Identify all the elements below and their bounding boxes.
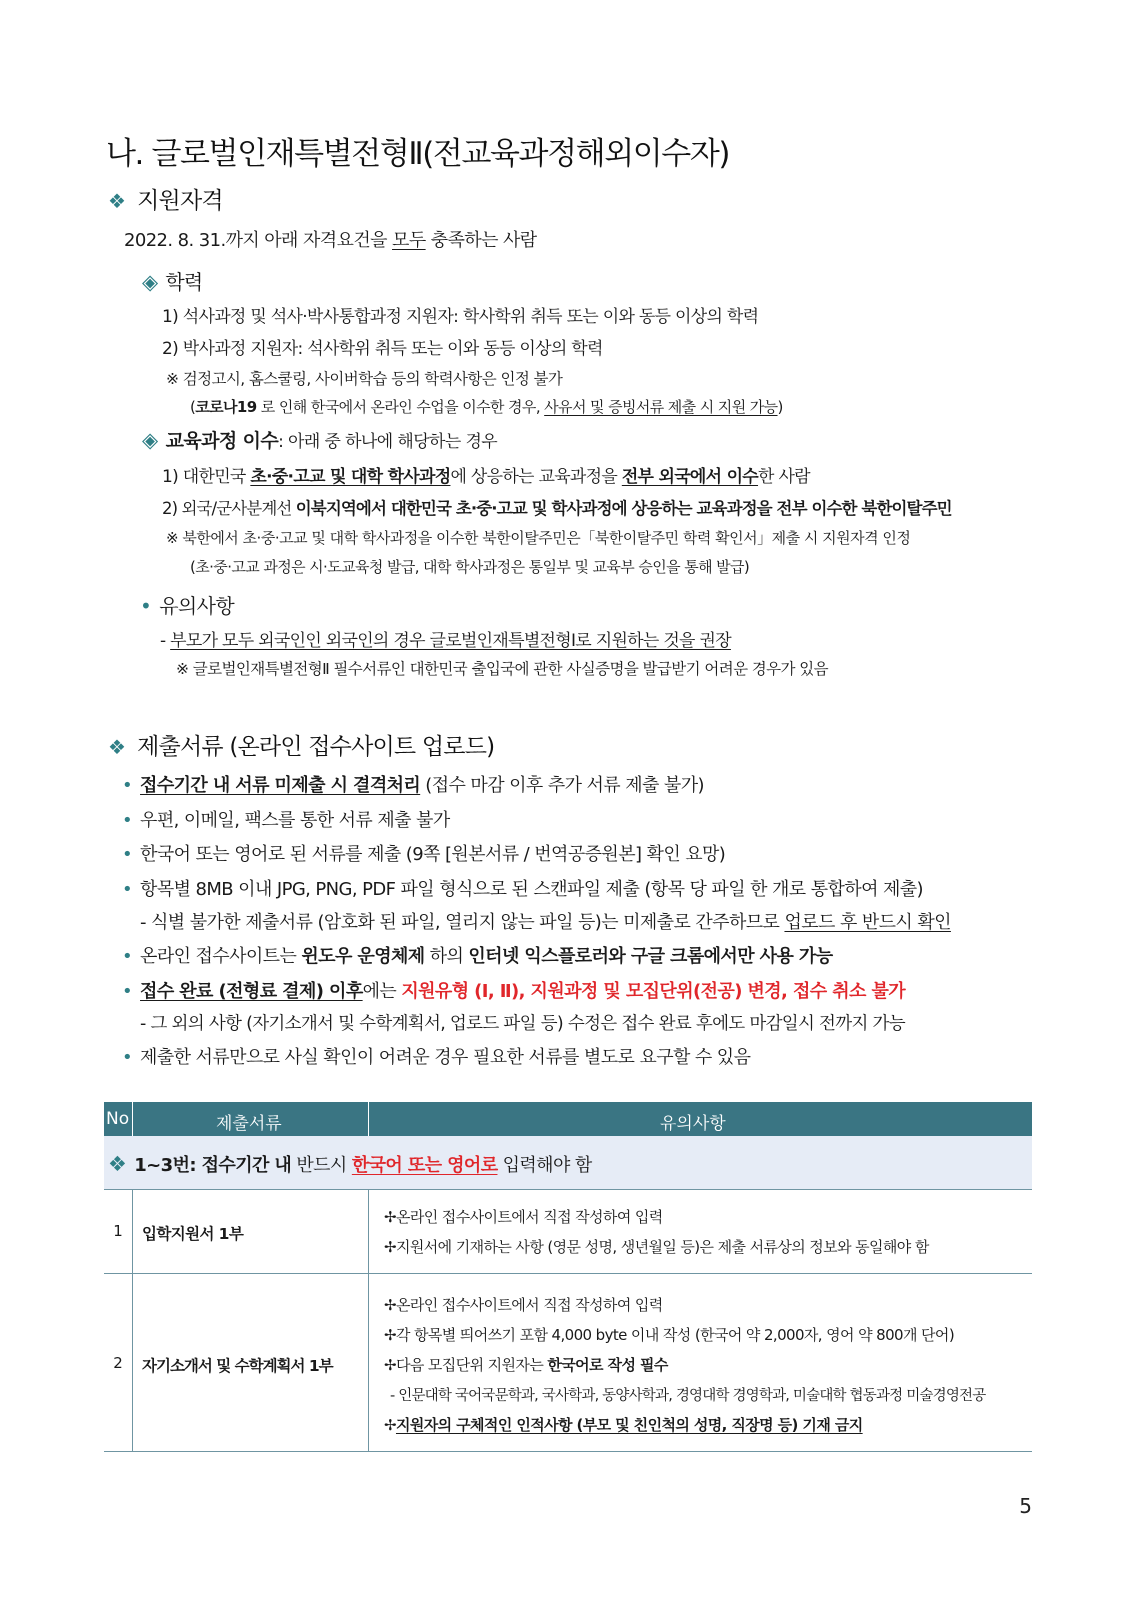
header-note: 유의사항	[660, 1114, 726, 1134]
documents-bullet-4-sub	[140, 908, 951, 934]
text: - 식별 불가한 제출서류 (암호화 된 파일, 열리지 않는 파일 등)는 미제출로 간주하므로	[140, 912, 785, 933]
text: 온라인 접수사이트는	[140, 946, 302, 967]
text: 한국어 또는 영어로 된 서류를 제출 (9쪽 [원본서류 / 번역공증원본] 확인 요망)	[140, 844, 726, 865]
education-item-2: 2) 박사과정 지원자: 석사학위 취득 또는 이와 동등 이상의 학력	[162, 339, 603, 359]
diamond-bullet-icon: ❖	[108, 1152, 127, 1176]
documents-bullet-6-sub: - 그 외의 사항 (자기소개서 및 수학계획서, 업로드 파일 등) 수정은 접수 완료 후에도 마감일시 전까지 가능	[140, 1014, 905, 1034]
documents-table	[104, 1102, 1032, 1452]
documents-bullet-2	[122, 806, 450, 832]
page-number: 5	[1019, 1494, 1032, 1518]
documents-bullet-4	[122, 875, 923, 901]
row-note: ✢온라인 접수사이트에서 직접 작성하여 입력	[384, 1208, 663, 1226]
row-note: ✢각 항목별 띄어쓰기 포함 4,000 byte 이내 작성 (한국어 약 2,000자, 영어 약 800개 단어)	[384, 1326, 955, 1344]
band-emphasis: 1~3번: 접수기간 내	[134, 1155, 292, 1176]
row-number: 2	[113, 1354, 123, 1372]
curriculum-item-1	[162, 462, 810, 487]
caution-text: 부모가 모두 외국인인 외국인의 경우 글로벌인재특별전형Ⅰ로 지원하는 것을 권장	[170, 631, 731, 651]
documents-bullet-7	[122, 1043, 750, 1069]
row-note	[384, 1354, 668, 1375]
note-text: 로 인해 한국에서 온라인 수업을 이수한 경우,	[256, 398, 545, 416]
table-header	[104, 1102, 1032, 1136]
caution-note-1: ※ 글로벌인재특별전형Ⅱ 필수서류인 대한민국 출입국에 관한 사실증명을 발급받기 어려운 경우가 있음	[176, 660, 828, 678]
eligibility-heading-text: 지원자격	[137, 188, 223, 214]
text: 에 상응하는 교육과정을	[450, 467, 622, 487]
page-title: 나. 글로벌인재특별전형Ⅱ(전교육과정해외이수자)	[106, 136, 730, 172]
emphasis: 초·중·고교 및 대학 학사과정	[250, 467, 451, 487]
curriculum-note-1: ※ 북한에서 초·중·고교 및 대학 학사과정을 이수한 북한이탈주민은「북한이탈주민 학력 확인서」제출 시 지원자격 인정	[166, 529, 911, 547]
emphasis: 윈도우 운영체제	[301, 946, 425, 967]
dash: -	[160, 631, 171, 651]
emphasis: 한국어로 작성 필수	[547, 1356, 668, 1374]
curriculum-heading-text: 교육과정 이수	[165, 430, 279, 452]
header-divider	[132, 1102, 133, 1136]
band-text-part: 반드시	[291, 1155, 352, 1176]
header-doc: 제출서류	[216, 1114, 282, 1134]
caution-heading-text: 유의사항	[159, 594, 235, 618]
curriculum-heading	[142, 426, 497, 453]
row-document: 자기소개서 및 수학계획서 1부	[142, 1357, 333, 1375]
row-note: ✢지원서에 기재하는 사항 (영문 성명, 생년월일 등)은 제출 서류상의 정보와 동일해야 함	[384, 1238, 929, 1256]
table-band	[104, 1136, 1032, 1190]
header-no: No	[106, 1109, 130, 1129]
eligibility-heading	[108, 182, 223, 215]
deadline-text-end: 충족하는 사람	[425, 230, 537, 251]
cell-divider	[368, 1274, 369, 1451]
curriculum-note-2: (초·중·고교 과정은 시·도교육청 발급, 대학 학사과정은 통일부 및 교육부 승인을 통해 발급)	[190, 558, 750, 576]
band-warning: 한국어 또는 영어로	[351, 1155, 498, 1176]
text: 항목별 8MB 이내 JPG, PNG, PDF 파일 형식으로 된 스캔파일 제출 (항목 당 파일 한 개로 통합하여 제출)	[140, 879, 923, 900]
caution-heading	[140, 590, 234, 619]
text: 하의	[424, 946, 469, 967]
text: ✢다음 모집단위 지원자는	[384, 1356, 548, 1374]
documents-bullet-3	[122, 840, 725, 866]
emphasis: 업로드 후 반드시 확인	[784, 912, 951, 933]
documents-bullet-6	[122, 977, 905, 1003]
education-item-1: 1) 석사과정 및 석사·박사통합과정 지원자: 학사학위 취득 또는 이와 동등 이상의 학력	[162, 307, 759, 327]
diamond-bullet-icon: ◈	[142, 270, 158, 294]
emphasis: 이북지역에서 대한민국 초·중·고교 및 학사과정에 상응하는 교육과정을 전부 이수한 북한이탈주민	[295, 499, 952, 518]
dot-bullet-icon: •	[122, 844, 133, 865]
text: 1) 대한민국	[162, 467, 251, 487]
emphasis: 인터넷 익스플로러와 구글 크롬에서만 사용 가능	[468, 946, 833, 967]
note-underlined: 사유서 및 증빙서류 제출 시 지원 가능	[544, 398, 778, 416]
text: ✢	[384, 1416, 396, 1434]
text: 우편, 이메일, 팩스를 통한 서류 제출 불가	[140, 810, 450, 831]
documents-heading-text: 제출서류 (온라인 접수사이트 업로드)	[137, 734, 495, 760]
dot-bullet-icon: •	[122, 775, 133, 796]
cell-divider	[132, 1274, 133, 1451]
text: 에는	[362, 981, 402, 1002]
diamond-bullet-icon: ❖	[108, 189, 126, 213]
education-heading	[142, 266, 202, 295]
table-row	[104, 1274, 1032, 1452]
education-note-1: ※ 검정고시, 홈스쿨링, 사이버학습 등의 학력사항은 인정 불가	[166, 370, 563, 388]
dot-bullet-icon: •	[140, 594, 152, 618]
row-document: 입학지원서 1부	[142, 1225, 244, 1243]
text: 제출한 서류만으로 사실 확인이 어려운 경우 필요한 서류를 별도로 요구할 수 있음	[140, 1047, 751, 1068]
diamond-bullet-icon: ❖	[108, 735, 126, 759]
text: 한 사람	[758, 467, 810, 487]
emphasis: 지원자의 구체적인 인적사항 (부모 및 친인척의 성명, 직장명 등) 기재 금지	[395, 1416, 863, 1434]
cell-divider	[368, 1190, 369, 1273]
row-note: ✢온라인 접수사이트에서 직접 작성하여 입력	[384, 1296, 663, 1314]
cell-divider	[132, 1190, 133, 1273]
text: 2) 외국/군사분계선	[162, 499, 296, 518]
text: (접수 마감 이후 추가 서류 제출 불가)	[420, 775, 704, 796]
documents-heading	[108, 728, 494, 761]
dot-bullet-icon: •	[122, 981, 133, 1002]
documents-bullet-1	[122, 771, 704, 797]
row-note	[384, 1414, 863, 1435]
paren: )	[777, 398, 783, 416]
emphasis: 전부 외국에서 이수	[621, 467, 759, 487]
row-note: - 인문대학 국어국문학과, 국사학과, 동양사학과, 경영대학 경영학과, 미술대학 협동과정 미술경영전공	[390, 1388, 986, 1404]
dot-bullet-icon: •	[122, 1047, 133, 1068]
band-text	[108, 1151, 592, 1177]
curriculum-heading-desc: : 아래 중 하나에 해당하는 경우	[278, 432, 498, 452]
curriculum-item-2	[162, 495, 952, 519]
paren: (	[190, 398, 196, 416]
covid-text: 코로나19	[195, 398, 257, 416]
caution-item-1	[160, 626, 731, 651]
education-note-2	[190, 396, 783, 417]
warning-text: 지원유형 (Ⅰ, Ⅱ), 지원과정 및 모집단위(전공) 변경, 접수 취소 불가	[401, 981, 906, 1002]
deadline-text: 2022. 8. 31.까지 아래 자격요건을	[124, 230, 393, 251]
documents-bullet-5	[122, 942, 832, 968]
dot-bullet-icon: •	[122, 810, 133, 831]
header-divider	[368, 1102, 369, 1136]
education-heading-text: 학력	[165, 270, 203, 294]
eligibility-deadline	[124, 226, 537, 252]
row-number: 1	[113, 1222, 123, 1240]
band-text-part: 입력해야 함	[497, 1155, 592, 1176]
table-row	[104, 1190, 1032, 1274]
emphasis: 접수 완료 (전형료 결제) 이후	[140, 981, 363, 1002]
dot-bullet-icon: •	[122, 946, 133, 967]
emphasis: 접수기간 내 서류 미제출 시 결격처리	[140, 775, 421, 796]
dot-bullet-icon: •	[122, 879, 133, 900]
diamond-bullet-icon: ◈	[142, 428, 158, 452]
deadline-emphasis: 모두	[392, 230, 426, 251]
